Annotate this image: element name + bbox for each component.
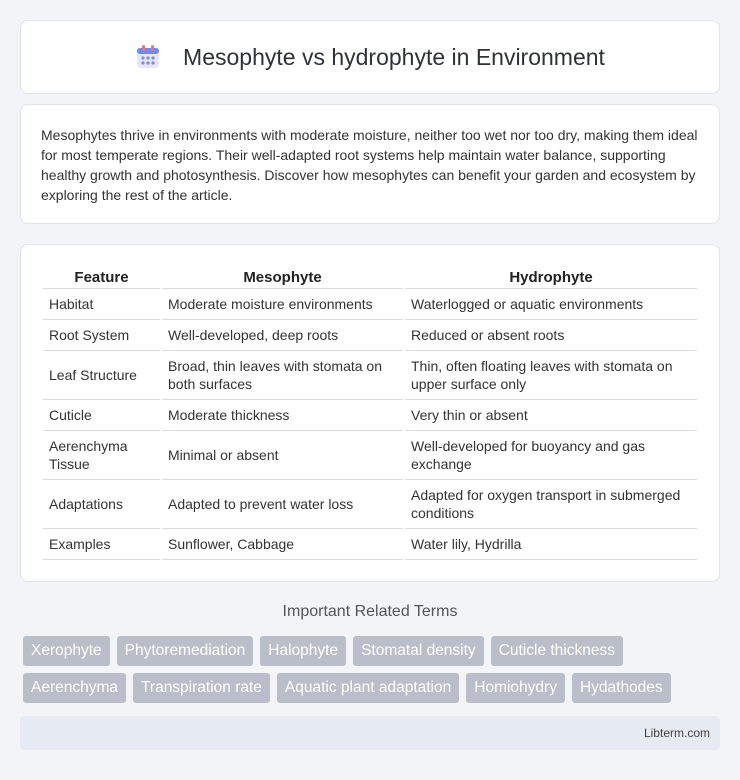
related-term-tag[interactable]: Aerenchyma (23, 673, 126, 703)
table-row (43, 289, 697, 320)
column-header: Hydrophyte (405, 267, 697, 289)
table-row (43, 351, 697, 400)
related-term-tag[interactable]: Homiohydry (466, 673, 565, 703)
hydrophyte-cell: Adapted for oxygen transport in submerged conditions (405, 480, 697, 529)
related-terms-heading: Important Related Terms (282, 603, 458, 620)
related-term-tag[interactable]: Phytoremediation (117, 636, 254, 666)
feature-cell: Cuticle (43, 400, 160, 431)
related-term-tag[interactable]: Stomatal density (353, 636, 484, 666)
hydrophyte-cell: Well-developed for buoyancy and gas exchange (405, 431, 697, 480)
mesophyte-cell: Minimal or absent (162, 431, 403, 480)
feature-cell: Aerenchyma Tissue (43, 431, 160, 480)
table-row (43, 431, 697, 480)
related-term-tag[interactable]: Transpiration rate (133, 673, 270, 703)
feature-cell: Examples (43, 529, 160, 560)
table-row (43, 529, 697, 560)
hydrophyte-cell: Very thin or absent (405, 400, 697, 431)
intro-paragraph: Mesophytes thrive in environments with moderate moisture, neither too wet nor too dry, making them ideal for most temperate regions. Their well-adapted root systems help maintain water balance, supporting healthy growth and photosynthesis. Discover how mesophytes can benefit your garden and ecosystem by exploring the rest of the article. (41, 127, 698, 203)
intro-card (20, 104, 720, 224)
footer-site-link[interactable]: Libterm.com (643, 726, 710, 740)
comparison-table (41, 267, 699, 560)
feature-cell: Leaf Structure (43, 351, 160, 400)
page-title: Mesophyte vs hydrophyte in Environment (183, 43, 605, 70)
mesophyte-cell: Broad, thin leaves with stomata on both surfaces (162, 351, 403, 400)
related-term-tag[interactable]: Hydathodes (572, 673, 671, 703)
related-term-tag[interactable]: Cuticle thickness (491, 636, 623, 666)
hydrophyte-cell: Waterlogged or aquatic environments (405, 289, 697, 320)
hydrophyte-cell: Reduced or absent roots (405, 320, 697, 351)
related-term-tag[interactable]: Halophyte (260, 636, 346, 666)
feature-cell: Adaptations (43, 480, 160, 529)
feature-cell: Root System (43, 320, 160, 351)
title-card (20, 20, 720, 94)
feature-cell: Habitat (43, 289, 160, 320)
footer (20, 716, 720, 750)
related-terms-list (23, 636, 723, 710)
mesophyte-cell: Sunflower, Cabbage (162, 529, 403, 560)
hydrophyte-cell: Water lily, Hydrilla (405, 529, 697, 560)
mesophyte-cell: Adapted to prevent water loss (162, 480, 403, 529)
column-header: Feature (43, 267, 160, 289)
column-header: Mesophyte (162, 267, 403, 289)
calendar-grid-icon (135, 44, 161, 70)
related-term-tag[interactable]: Xerophyte (23, 636, 110, 666)
related-term-tag[interactable]: Aquatic plant adaptation (277, 673, 459, 703)
table-row (43, 320, 697, 351)
table-row (43, 480, 697, 529)
table-row (43, 400, 697, 431)
mesophyte-cell: Moderate moisture environments (162, 289, 403, 320)
hydrophyte-cell: Thin, often floating leaves with stomata on upper surface only (405, 351, 697, 400)
mesophyte-cell: Well-developed, deep roots (162, 320, 403, 351)
table-header-row (43, 267, 697, 289)
comparison-table-card (20, 244, 720, 582)
mesophyte-cell: Moderate thickness (162, 400, 403, 431)
